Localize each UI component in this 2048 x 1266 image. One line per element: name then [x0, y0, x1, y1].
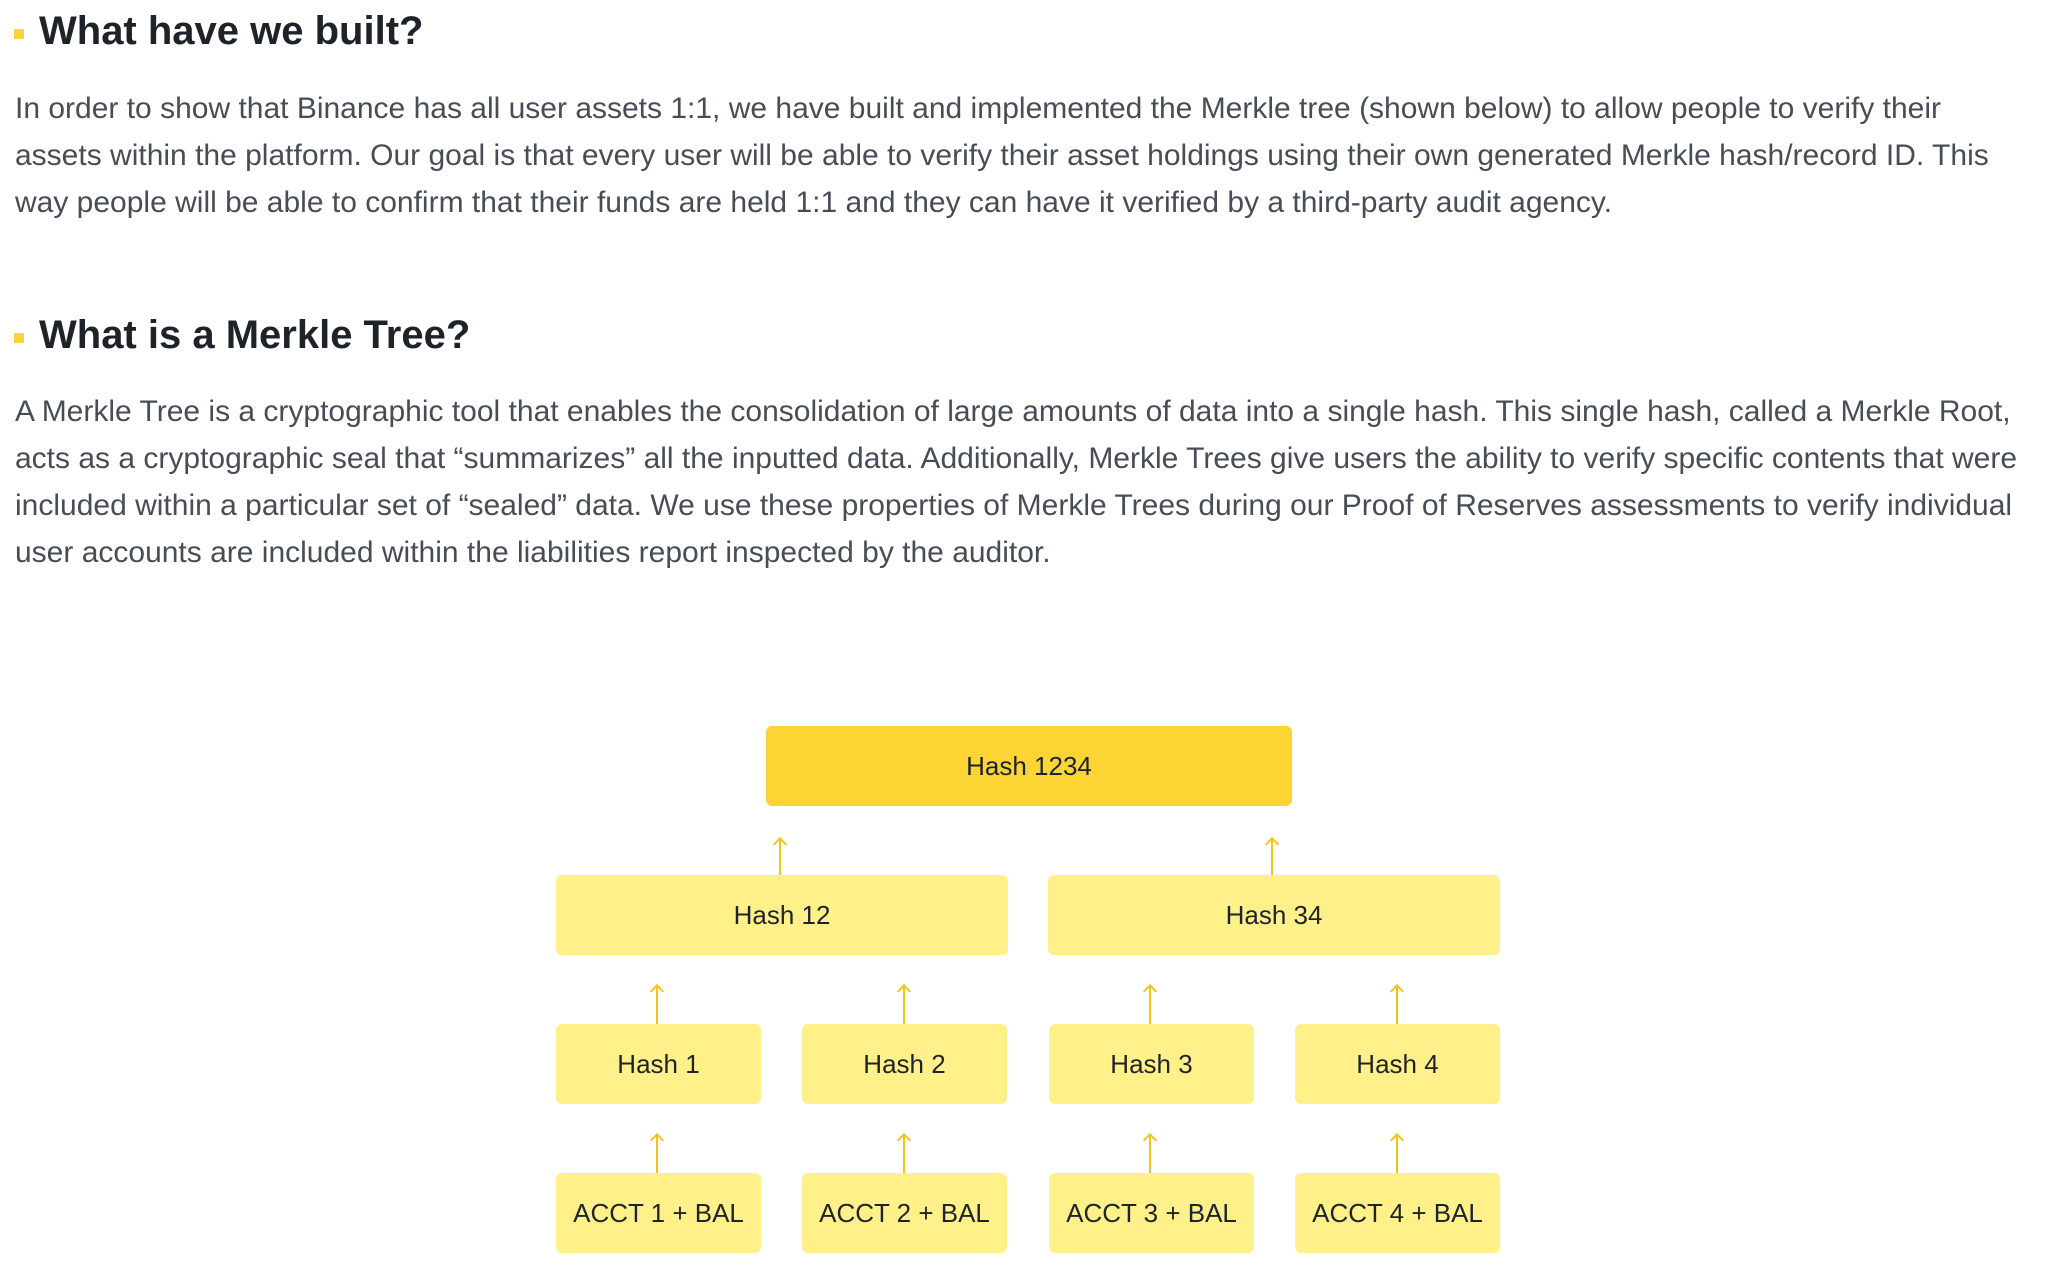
level2-node-hash-2 — [802, 1024, 1007, 1104]
arrow-up-icon — [1396, 1134, 1398, 1174]
node-label: Hash 1234 — [966, 750, 1092, 781]
heading-text: What have we built? — [39, 9, 424, 53]
section-heading-what-is-merkle-tree — [14, 315, 470, 355]
heading-marker-icon — [14, 29, 24, 39]
arrow-up-icon — [1271, 838, 1273, 878]
arrow-up-icon — [656, 1134, 658, 1174]
arrow-up-icon — [779, 838, 781, 878]
node-label: ACCT 2 + BAL — [819, 1197, 990, 1228]
leaf-node-acct-2 — [802, 1173, 1007, 1253]
node-label: Hash 4 — [1356, 1048, 1439, 1079]
level2-node-hash-3 — [1049, 1024, 1254, 1104]
heading-text: What is a Merkle Tree? — [39, 313, 471, 357]
node-label: Hash 1 — [617, 1048, 700, 1079]
arrow-up-icon — [1149, 1134, 1151, 1174]
leaf-node-acct-4 — [1295, 1173, 1500, 1253]
arrow-up-icon — [656, 985, 658, 1025]
level2-node-hash-4 — [1295, 1024, 1500, 1104]
heading-marker-icon — [14, 333, 24, 343]
arrow-up-icon — [1396, 985, 1398, 1025]
arrow-up-icon — [903, 1134, 905, 1174]
node-label: Hash 12 — [733, 899, 831, 930]
arrow-up-icon — [1149, 985, 1151, 1025]
arrow-up-icon — [903, 985, 905, 1025]
node-label: Hash 34 — [1225, 899, 1323, 930]
node-label: Hash 3 — [1110, 1048, 1193, 1079]
leaf-node-acct-1 — [556, 1173, 761, 1253]
level2-node-hash-1 — [556, 1024, 761, 1104]
paragraph-what-is-merkle-tree: A Merkle Tree is a cryptographic tool that enables the consolidation of large amounts of data into a single hash. This single hash, called a Merkle Root, acts as a cryptographic seal that “summarizes” all the inputted data. Additionally, Merkle Trees give users the ability to verify specific contents that were included within a particular set of “sealed” data. We use these properties of Merkle Trees during our Proof of Reserves assessments to verify individual user accounts are included within the liabilities report inspected by the auditor. — [15, 395, 2018, 569]
level1-node-hash-34 — [1048, 875, 1500, 955]
node-label: Hash 2 — [863, 1048, 946, 1079]
leaf-node-acct-3 — [1049, 1173, 1254, 1253]
node-label: ACCT 3 + BAL — [1066, 1197, 1237, 1228]
level1-node-hash-12 — [556, 875, 1008, 955]
section-heading-what-have-we-built — [14, 11, 423, 51]
node-label: ACCT 1 + BAL — [573, 1197, 744, 1228]
paragraph-what-have-we-built: In order to show that Binance has all user assets 1:1, we have built and implemented the Merkle tree (shown below) to allow people to verify their assets within the platform. Our goal is that every user will be able to verify their asset holdings using their own generated Merkle hash/record ID. This way people will be able to confirm that their funds are held 1:1 and they can have it verified by a third-party audit agency. — [15, 92, 1989, 219]
merkle-root-node — [766, 726, 1292, 806]
node-label: ACCT 4 + BAL — [1312, 1197, 1483, 1228]
